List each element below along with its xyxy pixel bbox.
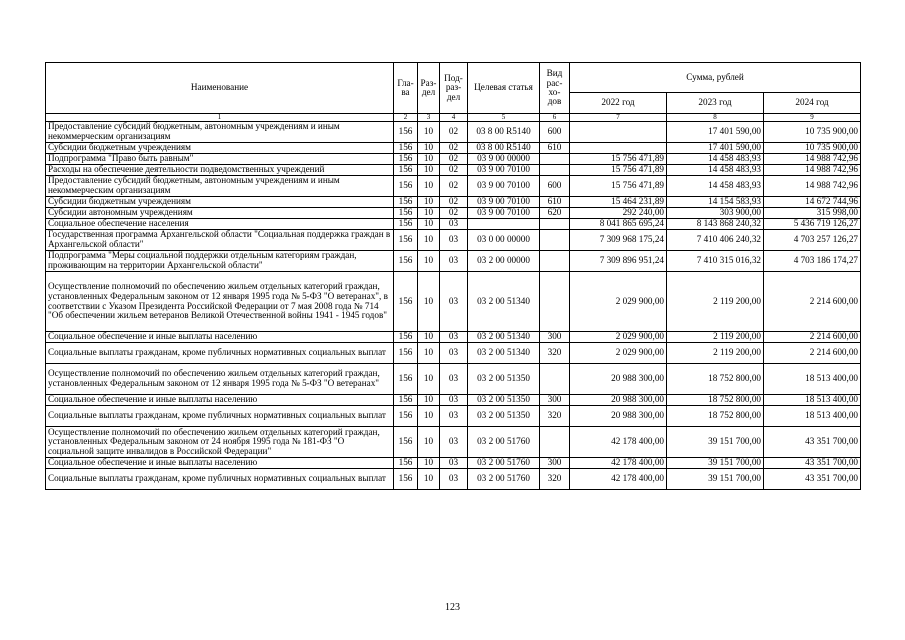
row-razdel: 10 [418, 272, 440, 332]
row-glava: 156 [394, 122, 418, 143]
table-row [46, 469, 861, 490]
table-row [46, 165, 861, 176]
column-number: 9 [764, 114, 861, 122]
row-glava: 156 [394, 165, 418, 176]
row-podrazdel: 03 [440, 219, 468, 230]
row-name: Социальные выплаты гражданам, кроме публичных нормативных социальных выплат [46, 469, 394, 490]
row-article: 03 9 00 70100 [468, 208, 540, 219]
row-sum-2022: 20 988 300,00 [570, 364, 667, 395]
row-vid: 320 [540, 406, 570, 427]
row-razdel: 10 [418, 458, 440, 469]
table-row [46, 122, 861, 143]
column-number: 6 [540, 114, 570, 122]
row-razdel: 10 [418, 230, 440, 251]
row-sum-2023: 18 752 800,00 [667, 395, 764, 406]
row-podrazdel: 03 [440, 395, 468, 406]
row-sum-2023: 14 458 483,93 [667, 176, 764, 197]
row-name: Осуществление полномочий по обеспечению жильем отдельных категорий граждан, установленных Федеральным законом от 24 ноября 1995 года № 181-ФЗ "О социальной защите инвалидов в Российской Федерации" [46, 427, 394, 458]
row-sum-2023: 14 458 483,93 [667, 154, 764, 165]
row-glava: 156 [394, 364, 418, 395]
row-glava: 156 [394, 143, 418, 154]
row-vid: 320 [540, 343, 570, 364]
column-number: 7 [570, 114, 667, 122]
row-razdel: 10 [418, 332, 440, 343]
row-article [468, 219, 540, 230]
row-glava: 156 [394, 427, 418, 458]
row-name: Социальные выплаты гражданам, кроме публичных нормативных социальных выплат [46, 406, 394, 427]
budget-table [45, 62, 861, 490]
row-sum-2023: 39 151 700,00 [667, 469, 764, 490]
row-razdel: 10 [418, 143, 440, 154]
row-vid: 620 [540, 208, 570, 219]
row-article: 03 2 00 51340 [468, 343, 540, 364]
row-razdel: 10 [418, 208, 440, 219]
table-row [46, 364, 861, 395]
row-sum-2024: 10 735 900,00 [764, 143, 861, 154]
row-vid: 300 [540, 395, 570, 406]
row-podrazdel: 02 [440, 143, 468, 154]
row-glava: 156 [394, 197, 418, 208]
row-sum-2024: 43 351 700,00 [764, 458, 861, 469]
table-body [46, 122, 861, 490]
row-vid: 300 [540, 332, 570, 343]
row-name: Расходы на обеспечение деятельности подведомственных учреждений [46, 165, 394, 176]
column-number: 5 [468, 114, 540, 122]
row-glava: 156 [394, 406, 418, 427]
row-sum-2024: 2 214 600,00 [764, 332, 861, 343]
row-sum-2024: 4 703 186 174,27 [764, 251, 861, 272]
table-row [46, 176, 861, 197]
row-sum-2022: 7 309 968 175,24 [570, 230, 667, 251]
row-razdel: 10 [418, 469, 440, 490]
row-sum-2024: 18 513 400,00 [764, 395, 861, 406]
row-name: Социальные выплаты гражданам, кроме публичных нормативных социальных выплат [46, 343, 394, 364]
row-sum-2023: 2 119 200,00 [667, 343, 764, 364]
row-podrazdel: 02 [440, 208, 468, 219]
row-glava: 156 [394, 219, 418, 230]
row-podrazdel: 02 [440, 176, 468, 197]
row-sum-2022: 20 988 300,00 [570, 395, 667, 406]
row-article: 03 2 00 00000 [468, 251, 540, 272]
row-sum-2023: 14 154 583,93 [667, 197, 764, 208]
row-sum-2022: 15 464 231,89 [570, 197, 667, 208]
header-year-2022: 2022 год [570, 93, 667, 114]
table-row [46, 458, 861, 469]
row-glava: 156 [394, 272, 418, 332]
row-sum-2022: 15 756 471,89 [570, 154, 667, 165]
row-sum-2024: 315 998,00 [764, 208, 861, 219]
row-razdel: 10 [418, 176, 440, 197]
row-article: 03 2 00 51340 [468, 272, 540, 332]
row-vid [540, 251, 570, 272]
row-article: 03 2 00 51760 [468, 458, 540, 469]
header-podrazdel: Под-раз-дел [440, 63, 468, 114]
row-sum-2024: 43 351 700,00 [764, 427, 861, 458]
row-sum-2024: 14 988 742,96 [764, 165, 861, 176]
row-article: 03 2 00 51350 [468, 406, 540, 427]
row-sum-2024: 5 436 719 126,27 [764, 219, 861, 230]
row-sum-2024: 4 703 257 126,27 [764, 230, 861, 251]
row-vid: 610 [540, 143, 570, 154]
header-article: Целевая статья [468, 63, 540, 114]
row-podrazdel: 03 [440, 458, 468, 469]
row-sum-2022: 15 756 471,89 [570, 176, 667, 197]
row-podrazdel: 02 [440, 197, 468, 208]
row-vid: 320 [540, 469, 570, 490]
row-name: Социальное обеспечение населения [46, 219, 394, 230]
row-sum-2024: 18 513 400,00 [764, 364, 861, 395]
row-article: 03 2 00 51350 [468, 364, 540, 395]
row-sum-2023: 18 752 800,00 [667, 406, 764, 427]
row-sum-2024: 2 214 600,00 [764, 343, 861, 364]
row-sum-2023: 14 458 483,93 [667, 165, 764, 176]
column-number: 1 [46, 114, 394, 122]
header-year-2023: 2023 год [667, 93, 764, 114]
row-podrazdel: 03 [440, 406, 468, 427]
header-vid: Вид рас-хо-дов [540, 63, 570, 114]
row-sum-2022: 8 041 865 695,24 [570, 219, 667, 230]
row-glava: 156 [394, 251, 418, 272]
table-row [46, 343, 861, 364]
row-glava: 156 [394, 458, 418, 469]
row-article: 03 8 00 R5140 [468, 122, 540, 143]
table-row [46, 230, 861, 251]
row-sum-2023: 18 752 800,00 [667, 364, 764, 395]
row-vid: 600 [540, 122, 570, 143]
row-name: Подпрограмма "Меры социальной поддержки отдельным категориям граждан, проживающим на территории Архангельской области" [46, 251, 394, 272]
row-name: Субсидии бюджетным учреждениям [46, 143, 394, 154]
row-sum-2022: 42 178 400,00 [570, 458, 667, 469]
row-name: Социальное обеспечение и иные выплаты населению [46, 332, 394, 343]
row-article: 03 2 00 51340 [468, 332, 540, 343]
row-name: Социальное обеспечение и иные выплаты населению [46, 458, 394, 469]
table-row [46, 219, 861, 230]
row-podrazdel: 02 [440, 122, 468, 143]
row-name: Субсидии бюджетным учреждениям [46, 197, 394, 208]
column-number: 8 [667, 114, 764, 122]
row-podrazdel: 03 [440, 427, 468, 458]
row-razdel: 10 [418, 343, 440, 364]
column-number: 3 [418, 114, 440, 122]
row-razdel: 10 [418, 395, 440, 406]
row-sum-2022: 2 029 900,00 [570, 332, 667, 343]
row-sum-2023: 39 151 700,00 [667, 427, 764, 458]
row-article: 03 9 00 70100 [468, 197, 540, 208]
row-sum-2022: 42 178 400,00 [570, 427, 667, 458]
row-name: Осуществление полномочий по обеспечению жильем отдельных категорий граждан, установленных Федеральным законом от 12 января 1995 года № 5-ФЗ "О ветеранах" [46, 364, 394, 395]
row-sum-2023: 7 410 315 016,32 [667, 251, 764, 272]
row-glava: 156 [394, 332, 418, 343]
row-razdel: 10 [418, 154, 440, 165]
row-sum-2024: 43 351 700,00 [764, 469, 861, 490]
header-year-2024: 2024 год [764, 93, 861, 114]
row-razdel: 10 [418, 251, 440, 272]
row-glava: 156 [394, 395, 418, 406]
table-row [46, 427, 861, 458]
row-glava: 156 [394, 230, 418, 251]
row-podrazdel: 02 [440, 165, 468, 176]
row-podrazdel: 03 [440, 272, 468, 332]
row-sum-2024: 18 513 400,00 [764, 406, 861, 427]
row-sum-2023: 8 143 868 240,32 [667, 219, 764, 230]
table-row [46, 406, 861, 427]
row-razdel: 10 [418, 406, 440, 427]
table-row [46, 154, 861, 165]
row-sum-2024: 2 214 600,00 [764, 272, 861, 332]
header-glava: Гла-ва [394, 63, 418, 114]
column-number: 4 [440, 114, 468, 122]
row-sum-2024: 14 988 742,96 [764, 154, 861, 165]
row-glava: 156 [394, 469, 418, 490]
row-sum-2023: 7 410 406 240,32 [667, 230, 764, 251]
row-article: 03 8 00 R5140 [468, 143, 540, 154]
table-row [46, 197, 861, 208]
row-glava: 156 [394, 343, 418, 364]
row-vid: 610 [540, 197, 570, 208]
row-sum-2023: 303 900,00 [667, 208, 764, 219]
row-sum-2022: 15 756 471,89 [570, 165, 667, 176]
row-vid [540, 154, 570, 165]
row-sum-2022: 2 029 900,00 [570, 343, 667, 364]
table-row [46, 251, 861, 272]
header-razdel: Раз-дел [418, 63, 440, 114]
table-row [46, 143, 861, 154]
table-row [46, 208, 861, 219]
row-article: 03 9 00 70100 [468, 176, 540, 197]
row-razdel: 10 [418, 122, 440, 143]
row-glava: 156 [394, 154, 418, 165]
row-sum-2022: 292 240,00 [570, 208, 667, 219]
row-sum-2022 [570, 122, 667, 143]
row-glava: 156 [394, 176, 418, 197]
row-razdel: 10 [418, 197, 440, 208]
row-razdel: 10 [418, 165, 440, 176]
row-glava: 156 [394, 208, 418, 219]
column-number-row [46, 114, 861, 122]
row-vid [540, 364, 570, 395]
row-sum-2023: 39 151 700,00 [667, 458, 764, 469]
row-podrazdel: 03 [440, 343, 468, 364]
row-sum-2024: 14 672 744,96 [764, 197, 861, 208]
row-vid [540, 427, 570, 458]
row-sum-2022: 42 178 400,00 [570, 469, 667, 490]
row-name: Осуществление полномочий по обеспечению жильем отдельных категорий граждан, установленных Федеральным законом от 12 января 1995 года № 5-ФЗ "О ветеранах", в соответствии с Указом Президента Российской Федерации от 7 мая 2008 года № 714 "Об обеспечении жильем ветеранов Великой Отечественной войны 1941 - 1945 годов" [46, 272, 394, 332]
row-razdel: 10 [418, 427, 440, 458]
row-article: 03 2 00 51350 [468, 395, 540, 406]
row-name: Государственная программа Архангельской области "Социальная поддержка граждан в Архангельской области" [46, 230, 394, 251]
row-razdel: 10 [418, 219, 440, 230]
row-podrazdel: 03 [440, 469, 468, 490]
row-sum-2023: 2 119 200,00 [667, 332, 764, 343]
row-podrazdel: 03 [440, 230, 468, 251]
row-vid [540, 219, 570, 230]
row-sum-2022: 20 988 300,00 [570, 406, 667, 427]
row-name: Предоставление субсидий бюджетным, автономным учреждениям и иным некоммерческим организациям [46, 122, 394, 143]
row-name: Предоставление субсидий бюджетным, автономным учреждениям и иным некоммерческим организациям [46, 176, 394, 197]
row-article: 03 9 00 70100 [468, 165, 540, 176]
row-vid: 300 [540, 458, 570, 469]
row-sum-2024: 14 988 742,96 [764, 176, 861, 197]
row-article: 03 2 00 51760 [468, 469, 540, 490]
row-podrazdel: 02 [440, 154, 468, 165]
row-sum-2022: 2 029 900,00 [570, 272, 667, 332]
row-sum-2024: 10 735 900,00 [764, 122, 861, 143]
row-vid [540, 272, 570, 332]
row-vid [540, 230, 570, 251]
row-article: 03 9 00 00000 [468, 154, 540, 165]
row-name: Субсидии автономным учреждениям [46, 208, 394, 219]
row-razdel: 10 [418, 364, 440, 395]
row-name: Подпрограмма "Право быть равным" [46, 154, 394, 165]
table-row [46, 332, 861, 343]
table-row [46, 395, 861, 406]
row-sum-2022: 7 309 896 951,24 [570, 251, 667, 272]
page-number: 123 [445, 602, 460, 613]
row-sum-2023: 17 401 590,00 [667, 122, 764, 143]
row-article: 03 0 00 00000 [468, 230, 540, 251]
row-podrazdel: 03 [440, 251, 468, 272]
row-vid [540, 165, 570, 176]
row-podrazdel: 03 [440, 364, 468, 395]
column-number: 2 [394, 114, 418, 122]
header-sum: Сумма, рублей [570, 63, 861, 93]
row-name: Социальное обеспечение и иные выплаты населению [46, 395, 394, 406]
row-podrazdel: 03 [440, 332, 468, 343]
row-vid: 600 [540, 176, 570, 197]
row-sum-2023: 2 119 200,00 [667, 272, 764, 332]
row-sum-2023: 17 401 590,00 [667, 143, 764, 154]
table-row [46, 272, 861, 332]
header-name: Наименование [46, 63, 394, 114]
row-article: 03 2 00 51760 [468, 427, 540, 458]
row-sum-2022 [570, 143, 667, 154]
